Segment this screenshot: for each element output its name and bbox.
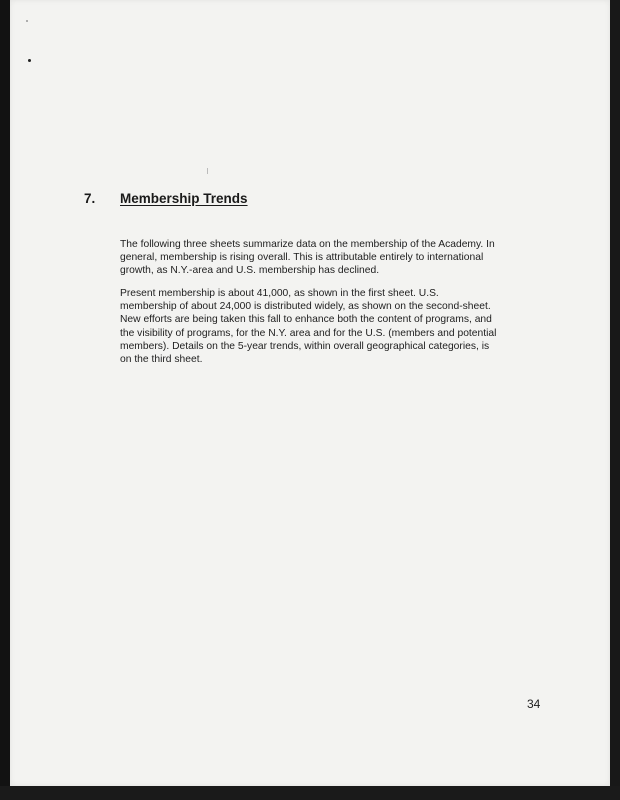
section-title: Membership Trends xyxy=(120,191,248,206)
paragraph-2: Present membership is about 41,000, as shown in the first sheet. U.S. membership of about 24,000 is distributed widely, as shown on the second-sheet. New efforts are being taken this fall to enhance both the content of programs, and the visibility of programs, for the N.Y. area and for the U.S. (members and potential members). Details on the 5-year trends, within overall geographical categories, is on the third sheet. xyxy=(120,288,497,366)
paragraph-1: The following three sheets summarize data on the membership of the Academy. In general, membership is rising overall. This is attributable entirely to international growth, as N.Y.-area and U.S. membership has declined. xyxy=(120,239,495,277)
scan-bottom-edge xyxy=(0,786,620,800)
ink-speck xyxy=(26,20,28,22)
ink-speck xyxy=(28,59,31,62)
page-number: 34 xyxy=(527,697,541,711)
section-heading xyxy=(84,191,248,206)
section-number: 7. xyxy=(84,191,96,206)
ink-speck xyxy=(207,168,208,174)
document-page xyxy=(10,0,610,786)
